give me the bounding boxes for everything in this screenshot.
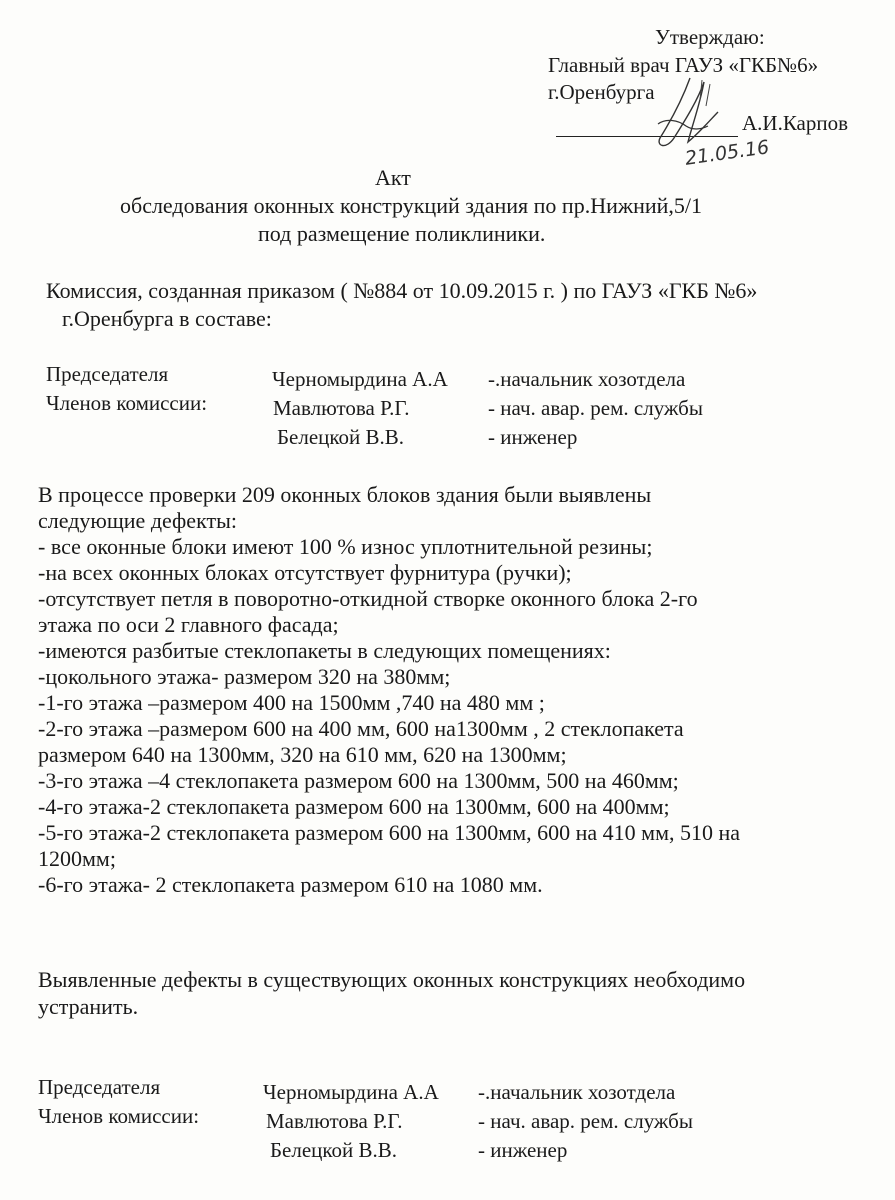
chair-name: Черномырдина А.А bbox=[272, 367, 448, 391]
approver-city: г.Оренбурга bbox=[548, 80, 655, 104]
approve-label: Утверждаю: bbox=[655, 25, 765, 49]
conclusion-line-2: устранить. bbox=[38, 994, 139, 1019]
body-line: -4-го этажа-2 стеклопакета размером 600 на 1300мм, 600 на 400мм; bbox=[38, 794, 670, 819]
member2-name: Белецкой В.В. bbox=[277, 425, 405, 449]
body-line: 1200мм; bbox=[38, 846, 116, 871]
intro-line-1: Комиссия, созданная приказом ( №884 от 10.09.2015 г. ) по ГАУЗ «ГКБ №6» bbox=[46, 278, 758, 303]
intro-line-2: г.Оренбурга в составе: bbox=[62, 306, 272, 331]
body-line: этажа по оси 2 главного фасада; bbox=[38, 612, 339, 637]
chair-label-bottom: Председателя bbox=[38, 1075, 161, 1099]
chair-role-bottom: -.начальник хозотдела bbox=[478, 1080, 676, 1104]
body-line: размером 640 на 1300мм, 320 на 610 мм, 620 на 1300мм; bbox=[38, 742, 567, 767]
member2-role: - инженер bbox=[488, 425, 578, 449]
approver-name: А.И.Карпов bbox=[742, 111, 849, 135]
handwritten-signature bbox=[630, 60, 810, 170]
body-line: -цокольного этажа- размером 320 на 380мм; bbox=[38, 664, 451, 689]
body-line: - все оконные блоки имеют 100 % износ уплотнительной резины; bbox=[38, 534, 653, 559]
body-line: -на всех оконных блоках отсутствует фурнитура (ручки); bbox=[38, 560, 572, 585]
chair-name-bottom: Черномырдина А.А bbox=[263, 1080, 439, 1104]
body-line: -5-го этажа-2 стеклопакета размером 600 на 1300мм, 600 на 410 мм, 510 на bbox=[38, 820, 741, 845]
members-label-bottom: Членов комиссии: bbox=[38, 1104, 200, 1128]
body-line: -3-го этажа –4 стеклопакета размером 600 на 1300мм, 500 на 460мм; bbox=[38, 768, 679, 793]
body-line: В процессе проверки 209 оконных блоков здания были выявлены bbox=[38, 482, 652, 507]
body-line: -6-го этажа- 2 стеклопакета размером 610 на 1080 мм. bbox=[38, 872, 543, 897]
body-line: -1-го этажа –размером 400 на 1500мм ,740 на 480 мм ; bbox=[38, 690, 545, 715]
body-line: -отсутствует петля в поворотно-откидной створке оконного блока 2-го bbox=[38, 586, 698, 611]
signature-date: 21.05.16 bbox=[683, 136, 771, 170]
approver-position: Главный врач ГАУЗ «ГКБ№6» bbox=[548, 53, 819, 77]
doc-title: Акт bbox=[375, 165, 411, 190]
member1-role-bottom: - нач. авар. рем. службы bbox=[478, 1109, 693, 1133]
doc-subtitle: обследования оконных конструкций здания по пр.Нижний,5/1 bbox=[120, 193, 703, 218]
member2-name-bottom: Белецкой В.В. bbox=[270, 1138, 398, 1162]
doc-subtitle-2: под размещение поликлиники. bbox=[258, 221, 546, 246]
conclusion-line-1: Выявленные дефекты в существующих оконных конструкциях необходимо bbox=[38, 967, 746, 992]
chair-role: -.начальник хозотдела bbox=[488, 367, 686, 391]
member1-role: - нач. авар. рем. службы bbox=[488, 396, 703, 420]
members-label: Членов комиссии: bbox=[46, 391, 208, 415]
chair-label: Председателя bbox=[46, 362, 169, 386]
member2-role-bottom: - инженер bbox=[478, 1138, 568, 1162]
member1-name: Мавлютова Р.Г. bbox=[273, 396, 410, 420]
member1-name-bottom: Мавлютова Р.Г. bbox=[266, 1109, 403, 1133]
body-line: -2-го этажа –размером 600 на 400 мм, 600 на1300мм , 2 стеклопакета bbox=[38, 716, 684, 741]
findings-body bbox=[38, 482, 868, 898]
body-line: -имеются разбитые стеклопакеты в следующих помещениях: bbox=[38, 638, 611, 663]
body-line: следующие дефекты: bbox=[38, 508, 237, 533]
